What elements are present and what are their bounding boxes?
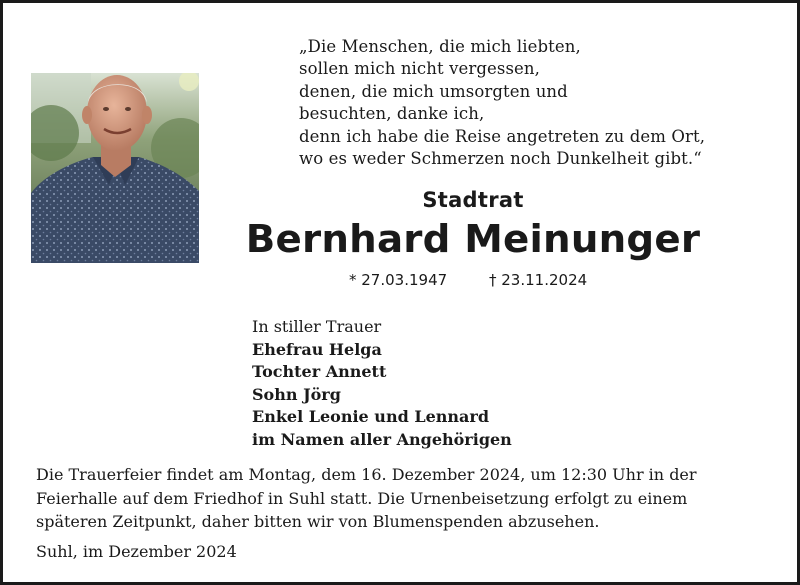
- mourners-list: [252, 316, 512, 452]
- mourner: im Namen aller Angehörigen: [252, 429, 512, 449]
- ceremony-notice: [36, 463, 776, 534]
- poem-quote: [299, 36, 769, 170]
- mourner: Enkel Leonie und Lennard: [252, 407, 490, 427]
- ceremony-line: Die Trauerfeier findet am Montag, dem 16. Dezember 2024, um 12:30 Uhr in der: [36, 465, 697, 484]
- birth-date: * 27.03.1947: [349, 271, 448, 289]
- mourner: Tochter Annett: [252, 362, 387, 382]
- deceased-title: Stadtrat: [422, 188, 524, 212]
- ceremony-line: Feierhalle auf dem Friedhof in Suhl statt. Die Urnenbeisetzung erfolgt zu einem: [36, 488, 688, 508]
- mourner: Sohn Jörg: [252, 384, 341, 404]
- poem-line: wo es weder Schmerzen noch Dunkelheit gibt.“: [299, 149, 702, 169]
- death-date: † 23.11.2024: [489, 271, 588, 289]
- poem-line: „Die Menschen, die mich liebten,: [299, 37, 581, 56]
- mourner: Ehefrau Helga: [252, 339, 382, 359]
- poem-line: denn ich habe die Reise angetreten zu dem Ort,: [299, 126, 706, 146]
- deceased-name: Bernhard Meinunger: [245, 217, 701, 261]
- place-date: Suhl, im Dezember 2024: [36, 542, 237, 561]
- poem-line: besuchten, danke ich,: [299, 104, 485, 124]
- mourners-intro: In stiller Trauer: [252, 317, 382, 336]
- poem-line: sollen mich nicht vergessen,: [299, 59, 540, 79]
- poem-line: denen, die mich umsorgten und: [299, 81, 568, 101]
- ceremony-line: späteren Zeitpunkt, daher bitten wir von Blumenspenden abzusehen.: [36, 512, 600, 531]
